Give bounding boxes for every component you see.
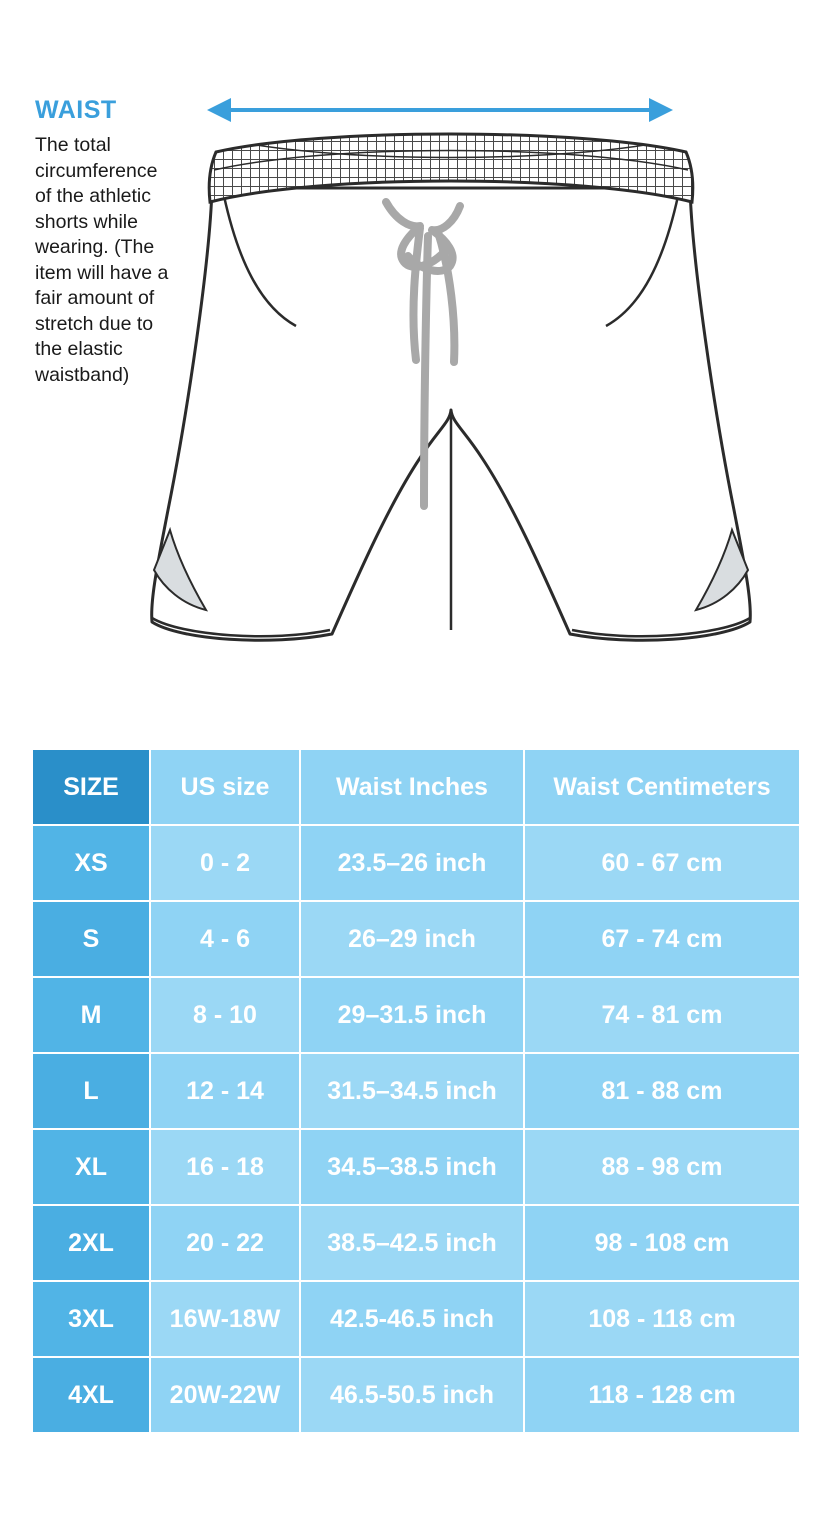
cell-us: 20 - 22 bbox=[151, 1206, 299, 1280]
cell-cm: 98 - 108 cm bbox=[525, 1206, 799, 1280]
shorts-diagram bbox=[0, 0, 828, 710]
cell-cm: 74 - 81 cm bbox=[525, 978, 799, 1052]
cell-cm: 108 - 118 cm bbox=[525, 1282, 799, 1356]
cell-cm: 88 - 98 cm bbox=[525, 1130, 799, 1204]
cell-inches: 38.5–42.5 inch bbox=[301, 1206, 523, 1280]
cell-size: 2XL bbox=[33, 1206, 149, 1280]
cell-inches: 26–29 inch bbox=[301, 902, 523, 976]
cell-inches: 34.5–38.5 inch bbox=[301, 1130, 523, 1204]
cell-size: L bbox=[33, 1054, 149, 1128]
athletic-shorts-illustration-icon bbox=[120, 110, 780, 670]
header-us-size: US size bbox=[151, 750, 299, 824]
cell-us: 20W-22W bbox=[151, 1358, 299, 1432]
cell-us: 0 - 2 bbox=[151, 826, 299, 900]
table-row bbox=[33, 1282, 799, 1356]
table-row bbox=[33, 1206, 799, 1280]
cell-cm: 60 - 67 cm bbox=[525, 826, 799, 900]
cell-inches: 31.5–34.5 inch bbox=[301, 1054, 523, 1128]
cell-size: M bbox=[33, 978, 149, 1052]
cell-cm: 81 - 88 cm bbox=[525, 1054, 799, 1128]
header-waist-centimeters: Waist Centimeters bbox=[525, 750, 799, 824]
table-row bbox=[33, 1054, 799, 1128]
waist-description: The total circumference of the athletic shorts while wearing. (The item will have a fair amount of stretch due to the elastic waistband) bbox=[35, 134, 169, 386]
cell-us: 12 - 14 bbox=[151, 1054, 299, 1128]
table-row bbox=[33, 1358, 799, 1432]
table-header-row bbox=[33, 750, 799, 824]
cell-us: 16 - 18 bbox=[151, 1130, 299, 1204]
cell-cm: 118 - 128 cm bbox=[525, 1358, 799, 1432]
cell-cm: 67 - 74 cm bbox=[525, 902, 799, 976]
cell-inches: 42.5-46.5 inch bbox=[301, 1282, 523, 1356]
cell-us: 8 - 10 bbox=[151, 978, 299, 1052]
cell-size: 3XL bbox=[33, 1282, 149, 1356]
table-row bbox=[33, 978, 799, 1052]
cell-inches: 29–31.5 inch bbox=[301, 978, 523, 1052]
header-size: SIZE bbox=[33, 750, 149, 824]
cell-size: S bbox=[33, 902, 149, 976]
cell-inches: 46.5-50.5 inch bbox=[301, 1358, 523, 1432]
table-row bbox=[33, 902, 799, 976]
size-chart-table bbox=[31, 748, 801, 1434]
cell-inches: 23.5–26 inch bbox=[301, 826, 523, 900]
cell-us: 16W-18W bbox=[151, 1282, 299, 1356]
cell-size: XS bbox=[33, 826, 149, 900]
header-waist-inches: Waist Inches bbox=[301, 750, 523, 824]
table-row bbox=[33, 826, 799, 900]
cell-size: XL bbox=[33, 1130, 149, 1204]
waist-heading: WAIST bbox=[35, 96, 117, 124]
cell-us: 4 - 6 bbox=[151, 902, 299, 976]
cell-size: 4XL bbox=[33, 1358, 149, 1432]
table-row bbox=[33, 1130, 799, 1204]
